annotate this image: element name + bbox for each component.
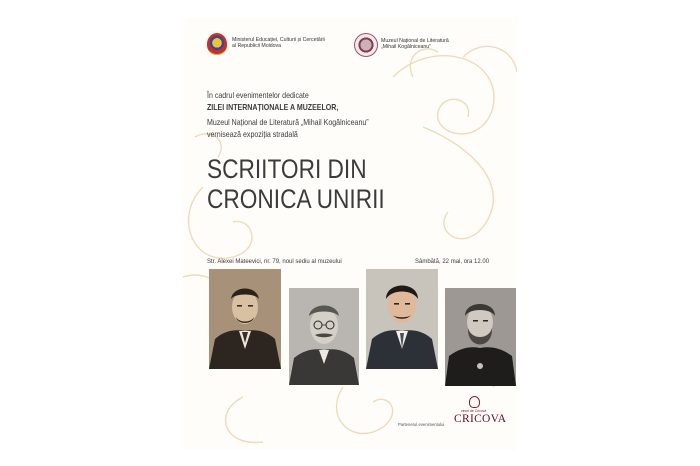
cricova-subtitle: vinuri de Cricova (461, 409, 487, 413)
ministry-name: Ministerul Educației, Culturii și Cercetării al Republicii Moldova (232, 37, 325, 50)
intro-line-1: În cadrul evenimentelor dedicate (207, 91, 309, 100)
intro-line-4: vernisează expoziția stradală (207, 129, 298, 139)
title-line-2: CRONICA UNIRII (207, 184, 385, 214)
event-date: Sâmbătă, 22 mai, ora 12.00 (415, 259, 490, 265)
portrait-writer-3 (366, 269, 438, 369)
header-logos (183, 31, 517, 61)
museum-logo-icon (354, 33, 378, 57)
partner-caption: Partenerul evenimentului (398, 422, 445, 427)
portrait-writer-4 (445, 288, 516, 386)
event-address: Str. Alexei Mateevici, nr. 79, noul sediu al muzeului (207, 259, 342, 265)
exhibition-title (207, 154, 507, 214)
museum-name: Muzeul Național de Literatură „Mihail Kogălniceanu” (381, 38, 449, 51)
cricova-logo: CRICOVA (454, 413, 507, 425)
partner-block (398, 396, 508, 436)
cricova-crest-icon (469, 396, 480, 408)
poster (183, 17, 517, 450)
portrait-writer-1 (209, 269, 281, 369)
intro-line-2: ZILEI INTERNAȚIONALE A MUZEELOR, (207, 102, 339, 112)
intro-line-3: Muzeul Național de Literatură „Mihail Kogălniceanu” (207, 118, 369, 127)
ministry-coat-of-arms-icon (207, 33, 227, 55)
title-line-1: SCRIITORI DIN (207, 154, 367, 184)
intro-text (207, 90, 507, 140)
portrait-writer-2 (289, 288, 359, 385)
event-info (207, 259, 507, 269)
